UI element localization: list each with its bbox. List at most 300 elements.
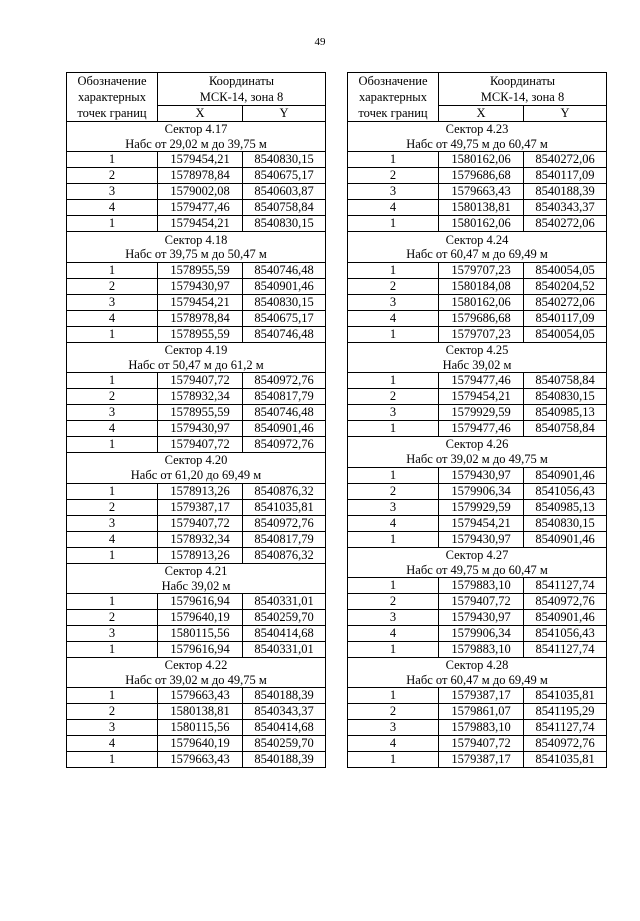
y-coordinate: 8540746,48: [243, 262, 326, 278]
designation-header: [67, 73, 158, 122]
y-coordinate: 8540188,39: [243, 752, 326, 768]
point-number: 2: [67, 609, 158, 625]
coordinates-header: [158, 73, 326, 106]
y-coordinate: 8540830,15: [524, 389, 607, 405]
point-number: 4: [67, 736, 158, 752]
sector-height-range: Набс от 60,47 м до 69,49 м: [348, 673, 607, 688]
table-row: [67, 641, 326, 657]
x-coordinate: 1579430,97: [439, 467, 524, 483]
y-coordinate: 8540876,32: [243, 547, 326, 563]
x-coordinate: 1580162,06: [439, 294, 524, 310]
y-coordinate: 8540188,39: [524, 184, 607, 200]
x-coordinate: 1579454,21: [439, 515, 524, 531]
y-coordinate: 8540331,01: [243, 593, 326, 609]
point-number: 1: [348, 641, 439, 657]
x-coordinate: 1579387,17: [158, 499, 243, 515]
point-number: 1: [67, 152, 158, 168]
y-coordinate: 8540758,84: [243, 200, 326, 216]
point-number: 1: [67, 216, 158, 232]
header-row: [348, 73, 607, 90]
table-row: [67, 326, 326, 342]
table-row: [348, 152, 607, 168]
y-coordinate: 8540272,06: [524, 294, 607, 310]
coordinates-header-line: МСК-14, зона 8: [480, 90, 565, 104]
x-coordinate: 1580184,08: [439, 278, 524, 294]
sector-height-range: Набс от 50,47 м до 61,2 м: [67, 357, 326, 372]
sector-height-row: [348, 357, 607, 372]
coordinates-table-left: [66, 72, 326, 768]
y-coordinate: 8540901,46: [524, 531, 607, 547]
table-row: [67, 200, 326, 216]
y-coordinate: 8540272,06: [524, 152, 607, 168]
point-number: 1: [348, 373, 439, 389]
sector-title-row: [348, 547, 607, 562]
sector-title-row: [67, 342, 326, 357]
table-row: [67, 593, 326, 609]
x-coordinate: 1579454,21: [158, 294, 243, 310]
table-row: [67, 152, 326, 168]
designation-header-line: точек границ: [358, 106, 428, 120]
x-coordinate: 1579430,97: [158, 278, 243, 294]
x-coordinate: 1579686,68: [439, 168, 524, 184]
sector-height-range: Набс от 60,47 м до 69,49 м: [348, 247, 607, 262]
x-coordinate: 1579407,72: [439, 593, 524, 609]
sector-title-row: [348, 122, 607, 137]
point-number: 1: [348, 216, 439, 232]
table-row: [67, 168, 326, 184]
sector-title: Сектор 4.19: [67, 342, 326, 357]
sector-height-row: [67, 247, 326, 262]
x-coordinate: 1578913,26: [158, 547, 243, 563]
table-row: [348, 704, 607, 720]
sector-height-row: [67, 578, 326, 593]
x-coordinate: 1579640,19: [158, 736, 243, 752]
table-row: [348, 688, 607, 704]
y-coordinate: 8540188,39: [243, 688, 326, 704]
sector-title: Сектор 4.24: [348, 232, 607, 247]
x-coordinate: 1579430,97: [439, 531, 524, 547]
y-coordinate: 8540117,09: [524, 310, 607, 326]
y-coordinate: 8540817,79: [243, 389, 326, 405]
point-number: 3: [348, 720, 439, 736]
x-coordinate: 1580162,06: [439, 216, 524, 232]
point-number: 2: [67, 389, 158, 405]
x-coordinate: 1579454,21: [439, 389, 524, 405]
point-number: 1: [67, 641, 158, 657]
table-row: [348, 373, 607, 389]
sector-height-range: Набс от 49,75 м до 60,47 м: [348, 137, 607, 152]
point-number: 1: [67, 437, 158, 453]
table-row: [67, 437, 326, 453]
sector-title-row: [67, 453, 326, 468]
y-coordinate: 8540414,68: [243, 625, 326, 641]
y-coordinate: 8541127,74: [524, 577, 607, 593]
y-coordinate: 8540972,76: [243, 373, 326, 389]
x-coordinate: 1579002,08: [158, 184, 243, 200]
table-row: [67, 262, 326, 278]
y-coordinate: 8540876,32: [243, 483, 326, 499]
table-row: [348, 184, 607, 200]
table-row: [67, 278, 326, 294]
y-coordinate: 8540901,46: [524, 467, 607, 483]
y-coordinate: 8540343,37: [524, 200, 607, 216]
table-row: [67, 389, 326, 405]
sector-height-row: [67, 468, 326, 483]
point-number: 1: [67, 688, 158, 704]
y-coordinate: 8540259,70: [243, 609, 326, 625]
sector-title-row: [348, 342, 607, 357]
x-coordinate: 1579640,19: [158, 609, 243, 625]
sector-height-row: [348, 562, 607, 577]
y-coordinate: 8540746,48: [243, 405, 326, 421]
table-row: [67, 405, 326, 421]
table-row: [67, 531, 326, 547]
point-number: 1: [348, 752, 439, 768]
point-number: 3: [348, 405, 439, 421]
table-row: [348, 483, 607, 499]
y-coordinate: 8540204,52: [524, 278, 607, 294]
y-coordinate: 8540746,48: [243, 326, 326, 342]
sector-title: Сектор 4.22: [67, 657, 326, 672]
y-coordinate: 8540985,13: [524, 405, 607, 421]
point-number: 1: [348, 326, 439, 342]
table-row: [348, 531, 607, 547]
table-row: [348, 609, 607, 625]
table-row: [67, 216, 326, 232]
sector-height-range: Набс 39,02 м: [348, 357, 607, 372]
table-row: [67, 499, 326, 515]
x-coordinate: 1580138,81: [439, 200, 524, 216]
table-row: [348, 625, 607, 641]
sector-height-row: [348, 452, 607, 467]
y-coordinate: 8540603,87: [243, 184, 326, 200]
sector-title-row: [67, 563, 326, 578]
y-coordinate: 8540343,37: [243, 704, 326, 720]
point-number: 1: [348, 262, 439, 278]
y-coordinate: 8541035,81: [243, 499, 326, 515]
point-number: 1: [348, 688, 439, 704]
point-number: 2: [67, 499, 158, 515]
sector-height-row: [67, 357, 326, 372]
y-coordinate: 8540972,76: [524, 593, 607, 609]
point-number: 2: [67, 704, 158, 720]
sector-height-range: Набс от 39,02 м до 49,75 м: [348, 452, 607, 467]
x-coordinate: 1578932,34: [158, 531, 243, 547]
point-number: 4: [348, 310, 439, 326]
x-coordinate: 1579430,97: [158, 421, 243, 437]
x-coordinate: 1579454,21: [158, 216, 243, 232]
table-row: [67, 736, 326, 752]
x-coordinate: 1579929,59: [439, 405, 524, 421]
point-number: 3: [67, 294, 158, 310]
designation-header-line: точек границ: [77, 106, 147, 120]
x-coordinate: 1578978,84: [158, 310, 243, 326]
y-coordinate: 8540972,76: [524, 736, 607, 752]
table-row: [348, 168, 607, 184]
x-coordinate: 1578955,59: [158, 326, 243, 342]
y-coordinate: 8541195,29: [524, 704, 607, 720]
point-number: 4: [348, 200, 439, 216]
point-number: 2: [67, 168, 158, 184]
y-coordinate: 8540901,46: [243, 421, 326, 437]
point-number: 3: [67, 184, 158, 200]
x-coordinate: 1579663,43: [158, 752, 243, 768]
table-row: [67, 294, 326, 310]
x-coordinate: 1579477,46: [439, 421, 524, 437]
x-coordinate: 1579883,10: [439, 720, 524, 736]
x-header: X: [158, 106, 243, 122]
x-coordinate: 1580115,56: [158, 625, 243, 641]
table-row: [67, 609, 326, 625]
table-row: [348, 752, 607, 768]
y-coordinate: 8541056,43: [524, 625, 607, 641]
x-coordinate: 1579477,46: [158, 200, 243, 216]
y-coordinate: 8540117,09: [524, 168, 607, 184]
x-coordinate: 1579407,72: [158, 515, 243, 531]
y-coordinate: 8541035,81: [524, 752, 607, 768]
y-coordinate: 8540901,46: [243, 278, 326, 294]
table-row: [348, 515, 607, 531]
point-number: 4: [67, 200, 158, 216]
x-coordinate: 1579883,10: [439, 577, 524, 593]
x-coordinate: 1579387,17: [439, 688, 524, 704]
y-coordinate: 8540272,06: [524, 216, 607, 232]
table-row: [67, 688, 326, 704]
y-coordinate: 8540985,13: [524, 499, 607, 515]
sector-title-row: [67, 657, 326, 672]
y-coordinate: 8540830,15: [524, 515, 607, 531]
x-coordinate: 1578913,26: [158, 483, 243, 499]
point-number: 1: [67, 262, 158, 278]
sector-title: Сектор 4.18: [67, 232, 326, 247]
x-coordinate: 1579387,17: [439, 752, 524, 768]
x-coordinate: 1579929,59: [439, 499, 524, 515]
y-coordinate: 8540972,76: [243, 437, 326, 453]
y-coordinate: 8540830,15: [243, 216, 326, 232]
point-number: 2: [67, 278, 158, 294]
sector-title-row: [348, 657, 607, 672]
x-coordinate: 1578955,59: [158, 405, 243, 421]
table-row: [67, 421, 326, 437]
point-number: 2: [348, 593, 439, 609]
x-coordinate: 1579861,07: [439, 704, 524, 720]
x-coordinate: 1578955,59: [158, 262, 243, 278]
y-coordinate: 8541127,74: [524, 641, 607, 657]
point-number: 3: [348, 294, 439, 310]
point-number: 1: [67, 547, 158, 563]
y-coordinate: 8540972,76: [243, 515, 326, 531]
table-row: [348, 499, 607, 515]
sector-title-row: [67, 122, 326, 137]
designation-header-line: Обозначение: [77, 74, 147, 88]
y-coordinate: 8541056,43: [524, 483, 607, 499]
table-row: [67, 625, 326, 641]
x-coordinate: 1579883,10: [439, 641, 524, 657]
sector-title: Сектор 4.28: [348, 657, 607, 672]
table-row: [348, 294, 607, 310]
table-row: [67, 752, 326, 768]
point-number: 1: [348, 577, 439, 593]
table-row: [348, 310, 607, 326]
page-number: 49: [314, 36, 326, 48]
point-number: 1: [67, 483, 158, 499]
sector-height-row: [67, 673, 326, 688]
point-number: 1: [67, 326, 158, 342]
sector-title-row: [348, 437, 607, 452]
designation-header-line: характерных: [78, 90, 146, 104]
point-number: 1: [67, 593, 158, 609]
table-row: [348, 421, 607, 437]
header-row: [67, 73, 326, 90]
y-coordinate: 8540675,17: [243, 310, 326, 326]
y-coordinate: 8540830,15: [243, 294, 326, 310]
sector-title: Сектор 4.17: [67, 122, 326, 137]
x-coordinate: 1579454,21: [158, 152, 243, 168]
coordinates-header-line: Координаты: [489, 74, 556, 88]
point-number: 2: [348, 483, 439, 499]
table-row: [348, 467, 607, 483]
table-row: [348, 326, 607, 342]
point-number: 3: [348, 499, 439, 515]
point-number: 1: [348, 421, 439, 437]
x-coordinate: 1579477,46: [439, 373, 524, 389]
table-row: [67, 720, 326, 736]
y-header: Y: [243, 106, 326, 122]
sector-height-range: Набс от 39,75 м до 50,47 м: [67, 247, 326, 262]
point-number: 3: [67, 515, 158, 531]
designation-header: [348, 73, 439, 122]
point-number: 1: [67, 752, 158, 768]
point-number: 4: [348, 736, 439, 752]
x-coordinate: 1579707,23: [439, 262, 524, 278]
x-coordinate: 1578932,34: [158, 389, 243, 405]
y-coordinate: 8540259,70: [243, 736, 326, 752]
table-row: [348, 200, 607, 216]
y-coordinate: 8541035,81: [524, 688, 607, 704]
sector-height-row: [67, 137, 326, 152]
y-coordinate: 8540054,05: [524, 262, 607, 278]
sector-height-range: Набс от 61,20 до 69,49 м: [67, 468, 326, 483]
point-number: 2: [348, 389, 439, 405]
table-row: [348, 577, 607, 593]
point-number: 3: [348, 184, 439, 200]
point-number: 3: [67, 720, 158, 736]
x-coordinate: 1579407,72: [158, 437, 243, 453]
table-row: [348, 216, 607, 232]
coordinates-table-right: [347, 72, 607, 768]
table-row: [348, 262, 607, 278]
sector-title: Сектор 4.27: [348, 547, 607, 562]
table-row: [67, 310, 326, 326]
x-coordinate: 1579407,72: [158, 373, 243, 389]
sector-title: Сектор 4.20: [67, 453, 326, 468]
x-coordinate: 1580138,81: [158, 704, 243, 720]
x-coordinate: 1579407,72: [439, 736, 524, 752]
point-number: 4: [348, 515, 439, 531]
point-number: 4: [67, 531, 158, 547]
point-number: 4: [348, 625, 439, 641]
table-row: [67, 483, 326, 499]
table-row: [348, 278, 607, 294]
sector-title: Сектор 4.25: [348, 342, 607, 357]
table-row: [348, 405, 607, 421]
point-number: 1: [348, 531, 439, 547]
table-row: [67, 184, 326, 200]
y-coordinate: 8540675,17: [243, 168, 326, 184]
coordinates-header-line: Координаты: [208, 74, 275, 88]
table-row: [348, 389, 607, 405]
designation-header-line: характерных: [359, 90, 427, 104]
y-coordinate: 8540054,05: [524, 326, 607, 342]
y-coordinate: 8541127,74: [524, 720, 607, 736]
x-coordinate: 1579663,43: [158, 688, 243, 704]
sector-title-row: [348, 232, 607, 247]
table-row: [67, 373, 326, 389]
x-coordinate: 1578978,84: [158, 168, 243, 184]
table-row: [348, 641, 607, 657]
sector-height-row: [348, 247, 607, 262]
point-number: 3: [67, 625, 158, 641]
sector-height-row: [348, 673, 607, 688]
point-number: 1: [348, 152, 439, 168]
y-coordinate: 8540758,84: [524, 373, 607, 389]
point-number: 2: [348, 704, 439, 720]
x-coordinate: 1580115,56: [158, 720, 243, 736]
point-number: 2: [348, 278, 439, 294]
y-coordinate: 8540758,84: [524, 421, 607, 437]
point-number: 3: [348, 609, 439, 625]
y-header: Y: [524, 106, 607, 122]
table-row: [348, 720, 607, 736]
x-coordinate: 1579686,68: [439, 310, 524, 326]
y-coordinate: 8540414,68: [243, 720, 326, 736]
x-coordinate: 1579616,94: [158, 641, 243, 657]
x-coordinate: 1580162,06: [439, 152, 524, 168]
y-coordinate: 8540830,15: [243, 152, 326, 168]
designation-header-line: Обозначение: [358, 74, 428, 88]
table-row: [348, 736, 607, 752]
coordinates-header: [439, 73, 607, 106]
sector-height-row: [348, 137, 607, 152]
x-coordinate: 1579430,97: [439, 609, 524, 625]
x-coordinate: 1579707,23: [439, 326, 524, 342]
table-row: [348, 593, 607, 609]
y-coordinate: 8540817,79: [243, 531, 326, 547]
y-coordinate: 8540901,46: [524, 609, 607, 625]
sector-title-row: [67, 232, 326, 247]
table-row: [67, 515, 326, 531]
sector-title: Сектор 4.21: [67, 563, 326, 578]
point-number: 4: [67, 310, 158, 326]
y-coordinate: 8540331,01: [243, 641, 326, 657]
sector-title: Сектор 4.26: [348, 437, 607, 452]
table-row: [67, 547, 326, 563]
x-coordinate: 1579906,34: [439, 625, 524, 641]
sector-height-range: Набс 39,02 м: [67, 578, 326, 593]
sector-height-range: Набс от 49,75 м до 60,47 м: [348, 562, 607, 577]
x-coordinate: 1579906,34: [439, 483, 524, 499]
point-number: 2: [348, 168, 439, 184]
sector-title: Сектор 4.23: [348, 122, 607, 137]
point-number: 3: [67, 405, 158, 421]
x-header: X: [439, 106, 524, 122]
point-number: 1: [348, 467, 439, 483]
x-coordinate: 1579616,94: [158, 593, 243, 609]
point-number: 1: [67, 373, 158, 389]
sector-height-range: Набс от 39,02 м до 49,75 м: [67, 673, 326, 688]
x-coordinate: 1579663,43: [439, 184, 524, 200]
table-row: [67, 704, 326, 720]
